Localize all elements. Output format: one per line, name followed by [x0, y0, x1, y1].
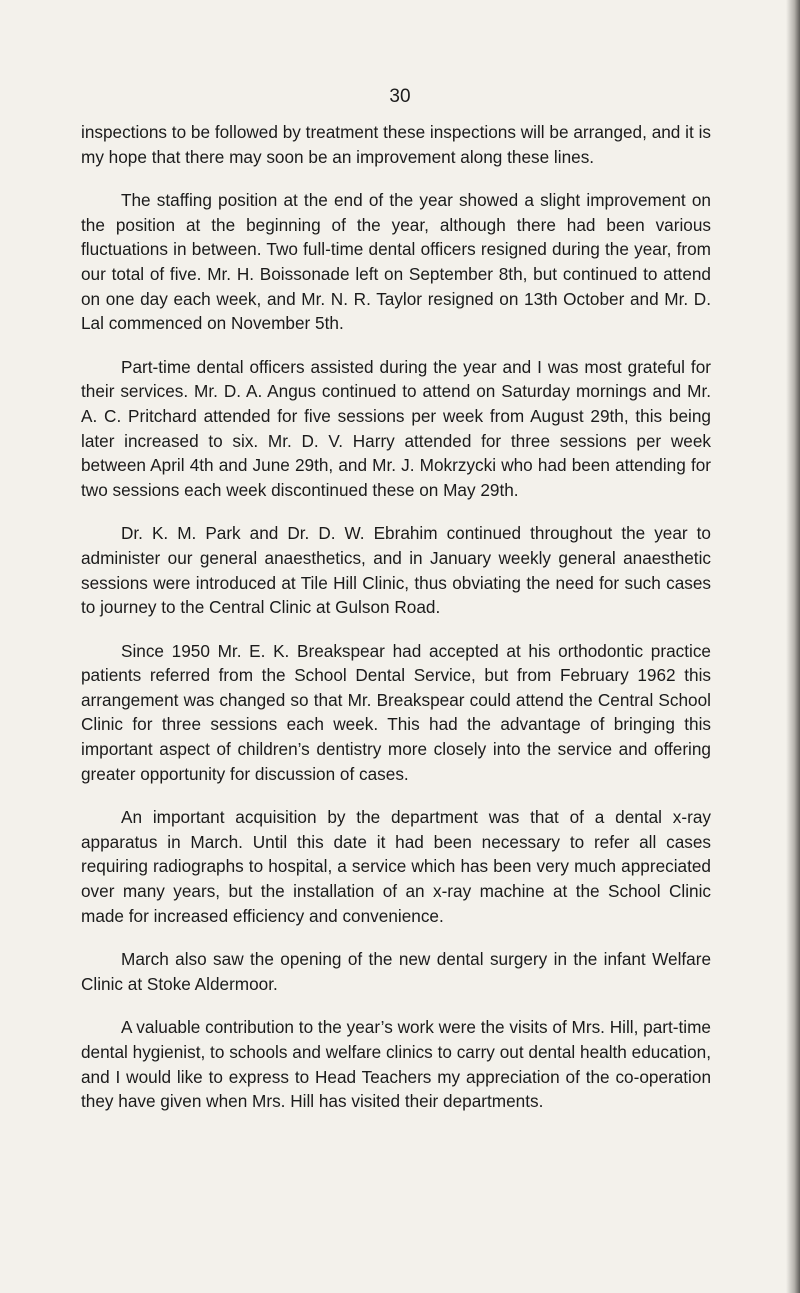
paragraph-hygienist: A valuable contribution to the year’s work were the visits of Mrs. Hill, part-time dental hygienist, to schools and welfare clinics to carry out dental health education, and I would like to express to Head Teachers my appreciation of the co-operation they have given when Mrs. Hill has visited their departments.	[81, 1017, 711, 1112]
paragraph-part-time-officers: Part-time dental officers assisted during the year and I was most grateful for their services. Mr. D. A. Angus continued to attend on Saturday mornings and Mr. A. C. Pritchard attended for five sessions per week from August 29th, this being later increased to six. Mr. D. V. Harry attended for three sessions per week between April 4th and June 29th, and Mr. J. Mokrzycki who had been attending for two sessions each week discontinued these on May 29th.	[81, 356, 711, 500]
page-number: 30	[389, 86, 411, 107]
paragraph-staffing: The staffing position at the end of the year showed a slight improvement on the position at the beginning of the year, although there had been various fluctuations in between. Two full-time dental officers resigned during the year, from our total of five. Mr. H. Boissonade left on September 8th, but continued to attend on one day each week, and Mr. N. R. Taylor resigned on 13th October and Mr. D. Lal commenced on November 5th.	[81, 190, 711, 334]
page-edge-shadow	[786, 0, 800, 1293]
paragraph-x-ray: An important acquisition by the department was that of a dental x-ray apparatus in March. Until this date it had been necessary to refer all cases requiring radiographs to hospital, a service which has been very much appreciated over many years, but the installation of an x-ray machine at the School Clinic made for increased efficiency and convenience.	[81, 807, 711, 926]
paragraph-anaesthetics: Dr. K. M. Park and Dr. D. W. Ebrahim continued throughout the year to administer our general anaesthetics, and in January weekly general anaesthetic sessions were introduced at Tile Hill Clinic, thus obviating the need for such cases to journey to the Central Clinic at Gulson Road.	[81, 523, 711, 618]
paragraph-continuation: inspections to be followed by treatment these inspections will be arranged, and it is my hope that there may soon be an improvement along these lines.	[81, 122, 711, 167]
paragraph-new-surgery: March also saw the opening of the new dental surgery in the infant Welfare Clinic at Stoke Aldermoor.	[81, 949, 711, 994]
body-text	[81, 120, 711, 1133]
paragraph-orthodontics: Since 1950 Mr. E. K. Breakspear had accepted at his orthodontic practice patients referred from the School Dental Service, but from February 1962 this arrangement was changed so that Mr. Breakspear could attend the Central School Clinic for three sessions each week. This had the advantage of bringing this important aspect of children’s dentistry more closely into the service and offering greater opportunity for discussion of cases.	[81, 640, 711, 784]
